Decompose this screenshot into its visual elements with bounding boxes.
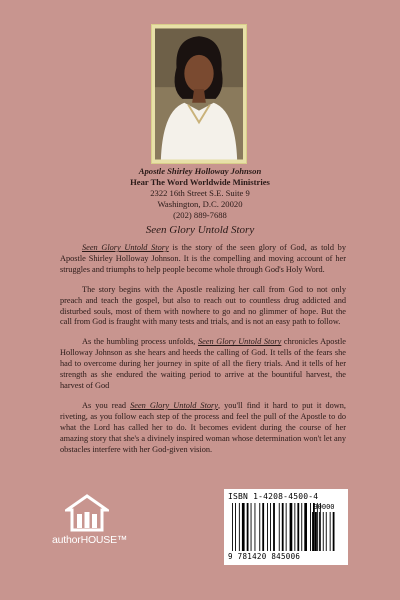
publisher-logo bbox=[52, 494, 128, 562]
book-title: Seen Glory Untold Story bbox=[145, 224, 255, 236]
book-title-ref: Seen Glory Untold Story bbox=[130, 400, 218, 410]
ministry-name: Hear The Word Worldwide Ministries bbox=[130, 177, 270, 187]
barcode-bars bbox=[228, 503, 344, 553]
paragraph-3: As the humbling process unfolds, Seen Glory Untold Story chronicles Apostle Holloway Johnson as she hears and heeds the calling of God. It tells of the fears she had to overcome during her journey in spite of all the fiery trials. And it tells of her strength as she endured the waiting period to arrive at the bountiful harvest, the harvest of God bbox=[60, 337, 346, 390]
house-logo-icon bbox=[65, 494, 109, 532]
publisher-name: authorHOUSE™ bbox=[52, 534, 128, 546]
book-title-ref: Seen Glory Untold Story bbox=[82, 243, 169, 252]
isbn-number: ISBN 1-4208-4500-4 bbox=[228, 492, 319, 501]
address-street: 2322 16th Street S.E. Suite 9 bbox=[150, 188, 250, 198]
address-city: Washington, D.C. 20020 bbox=[157, 199, 243, 209]
author-photo bbox=[151, 24, 247, 164]
barcode-digits: 9 781420 845006 bbox=[228, 552, 301, 561]
paragraph-1: Seen Glory Untold Story is the story of the seen glory of God, as told by Apostle Shirley Holloway Johnson. It is the compelling and moving account of her struggles and triumphs to help people become whole through God's Holy Word. bbox=[60, 243, 346, 274]
author-name: Apostle Shirley Holloway Johnson bbox=[138, 166, 262, 176]
isbn-barcode bbox=[224, 489, 348, 565]
paragraph-2: The story begins with the Apostle realizing her call from God to not only preach and teach the gospel, but also to reach out to countless drug addicted and disturbed souls, most of them with nowhere to go and no glimmer of hope. But the call from God is fraught with many tests and trials, and is not an easy path to follow. bbox=[60, 284, 346, 327]
author-info bbox=[0, 166, 400, 221]
book-title-ref: Seen Glory Untold Story bbox=[197, 337, 282, 347]
author-portrait-image bbox=[155, 28, 243, 160]
description-text bbox=[60, 243, 346, 464]
price-code: 90000 bbox=[313, 503, 335, 511]
barcode-icon bbox=[228, 503, 344, 553]
phone-number: (202) 889-7688 bbox=[173, 210, 227, 220]
paragraph-4: As you read Seen Glory Untold Story, you'll find it hard to put it down, riveting, as you follow each step of the process and feel the pull of the Apostle to do what the Lord has called her to do. It becomes evident during the course of her amazing story that she's a divinely inspired woman whose determination won't let any obstacles interfere with her God-given vision. bbox=[60, 400, 346, 454]
